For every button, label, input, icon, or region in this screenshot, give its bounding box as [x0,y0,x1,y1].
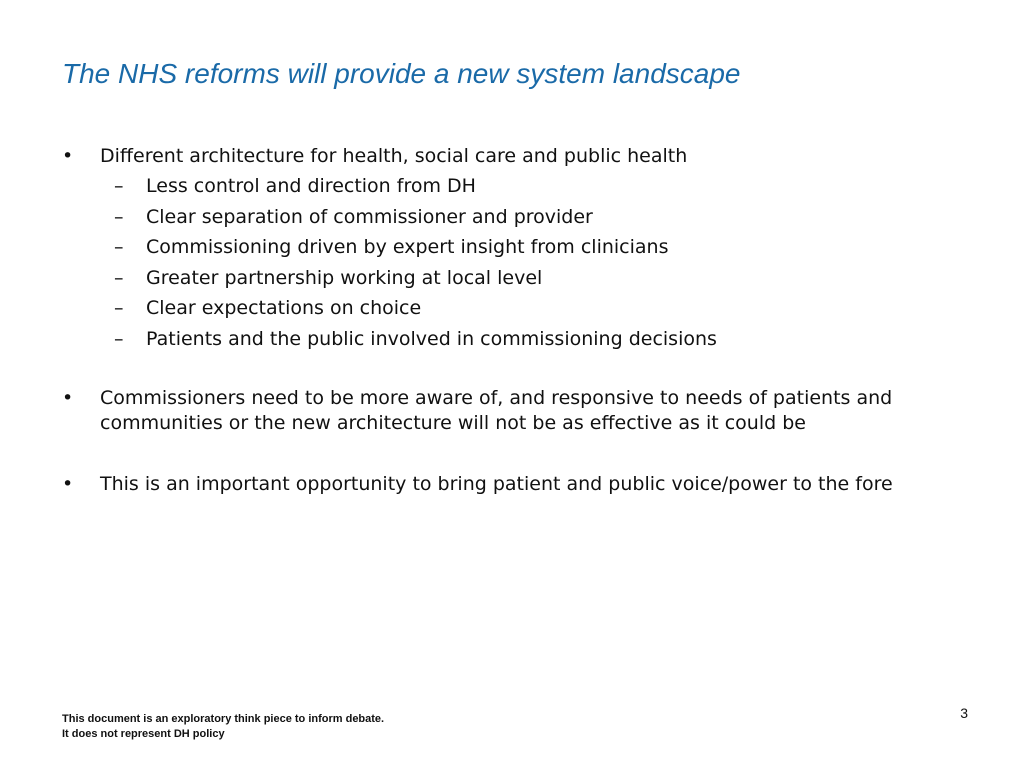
sub-bullet-marker: – [114,266,124,289]
bullet-marker: • [62,386,74,409]
bullet-item [62,472,962,497]
bullet-marker: • [62,472,74,495]
footer-line: It does not represent DH policy [62,728,225,740]
footer-disclaimer [62,712,384,742]
sub-bullet-marker: – [114,175,124,197]
bullet-item [62,386,962,436]
bullet-marker: • [62,145,74,167]
sub-bullet-item [100,174,962,199]
sub-bullet-text: Patients and the public involved in commissioning decisions [146,327,717,350]
sub-bullet-text: Clear expectations on choice [146,297,422,319]
sub-bullet-list [100,174,962,352]
sub-bullet-text: Clear separation of commissioner and provider [146,205,593,228]
sub-bullet-text: Less control and direction from DH [146,175,476,197]
slide-body [62,144,962,497]
sub-bullet-marker: – [114,297,124,319]
sub-bullet-marker: – [114,327,124,350]
sub-bullet-text: Greater partnership working at local level [146,266,543,289]
sub-bullet-item [100,327,962,352]
page-number: 3 [960,705,968,721]
sub-bullet-item [100,296,962,321]
sub-bullet-item [100,205,962,230]
slide-title: The NHS reforms will provide a new system landscape [62,58,741,89]
bullet-text: Different architecture for health, social care and public health [100,145,688,167]
sub-bullet-text: Commissioning driven by expert insight from clinicians [146,236,669,258]
sub-bullet-marker: – [114,236,124,258]
sub-bullet-item [100,266,962,291]
sub-bullet-item [100,235,962,260]
bullet-text: This is an important opportunity to bring patient and public voice/power to the fore [100,472,893,495]
sub-bullet-marker: – [114,205,124,228]
footer-line: This document is an exploratory think piece to inform debate. [62,713,385,725]
bullet-text: Commissioners need to be more aware of, and responsive to needs of patients and communities or the new architecture will not be as effective as it could be [100,386,893,434]
bullet-item [62,144,962,352]
